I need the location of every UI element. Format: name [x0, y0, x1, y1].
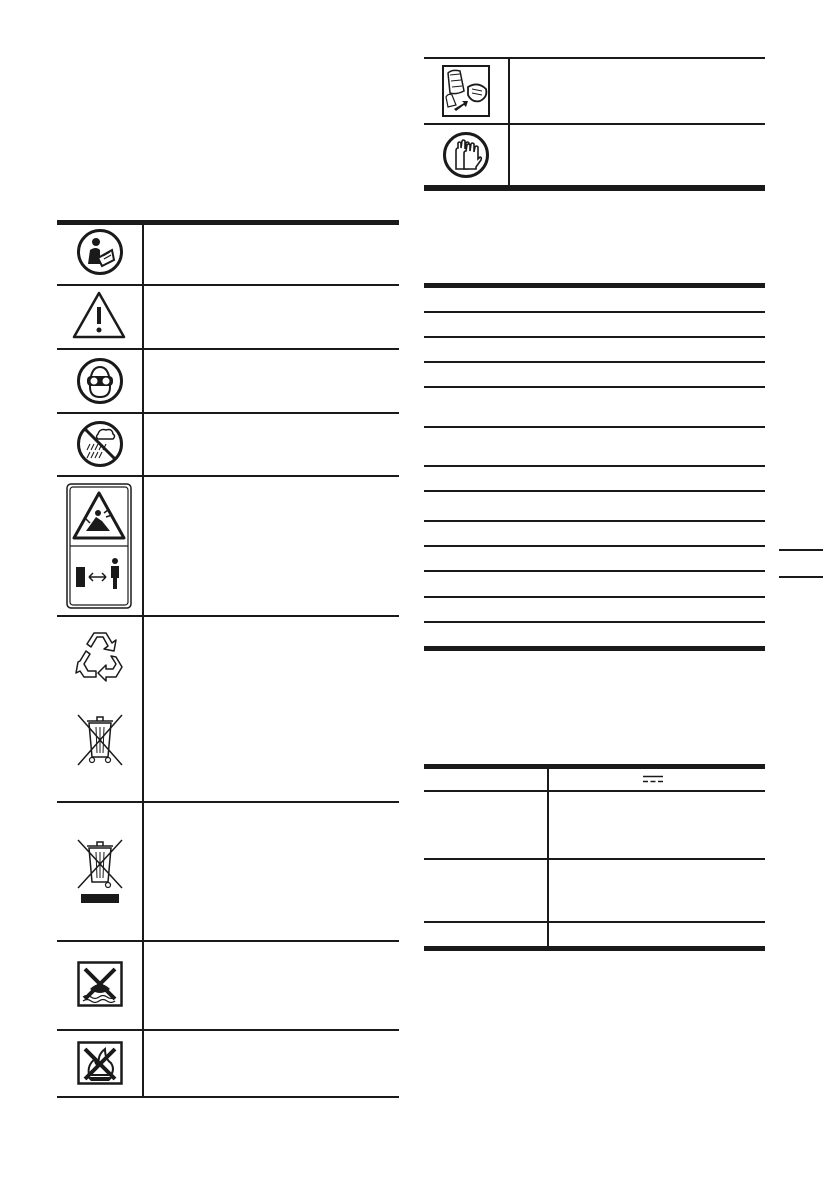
recycling-and-weee-icon — [72, 625, 128, 769]
table-row-divider — [57, 475, 399, 477]
table-row-divider — [57, 801, 399, 803]
side-tab-line-top — [779, 549, 823, 551]
table-row-divider — [424, 336, 765, 338]
table-column-divider — [142, 224, 144, 1097]
table-row-divider — [57, 412, 399, 414]
table-row-divider — [424, 490, 765, 492]
table-bottom-border — [424, 646, 765, 651]
table-top-border — [57, 220, 399, 225]
table-top-border — [424, 283, 765, 288]
table-row-divider — [424, 921, 765, 923]
table-bottom-border — [424, 185, 765, 191]
table-bottom-border — [424, 946, 765, 951]
table-column-divider — [508, 58, 510, 186]
remove-battery-icon — [442, 65, 490, 117]
table-row-divider — [424, 520, 765, 522]
table-row-divider — [424, 596, 765, 598]
table-row-divider — [424, 386, 765, 388]
table-bottom-border — [57, 1096, 399, 1098]
table-row-divider — [57, 348, 399, 350]
table-top-border — [424, 57, 765, 59]
table-row-divider — [424, 621, 765, 623]
dc-symbol-icon — [643, 775, 663, 783]
side-tab-line-bottom — [779, 576, 823, 578]
table-top-border — [424, 764, 765, 769]
table-row-divider — [424, 858, 765, 860]
table-row-divider — [424, 545, 765, 547]
warning-triangle-icon — [71, 290, 127, 340]
table-row-divider — [424, 570, 765, 572]
table-row-divider — [57, 284, 399, 286]
protective-gloves-icon — [442, 131, 490, 179]
no-fire-icon — [77, 1041, 123, 1085]
table-row-divider — [424, 465, 765, 467]
table-row-divider — [57, 615, 399, 617]
table-row-divider — [57, 940, 399, 942]
table-row-divider — [57, 1029, 399, 1031]
no-rain-icon — [76, 420, 124, 468]
table-row-divider — [424, 790, 765, 792]
table-row-divider — [424, 123, 765, 125]
read-manual-icon — [76, 228, 124, 276]
eye-protection-icon — [76, 357, 124, 405]
no-water-disposal-icon — [77, 961, 123, 1007]
table-row-divider — [424, 426, 765, 428]
table-row-divider — [424, 361, 765, 363]
table-row-divider — [424, 311, 765, 313]
flying-debris-keep-distance-icon — [66, 483, 132, 609]
weee-bin-bar-icon — [72, 838, 128, 904]
